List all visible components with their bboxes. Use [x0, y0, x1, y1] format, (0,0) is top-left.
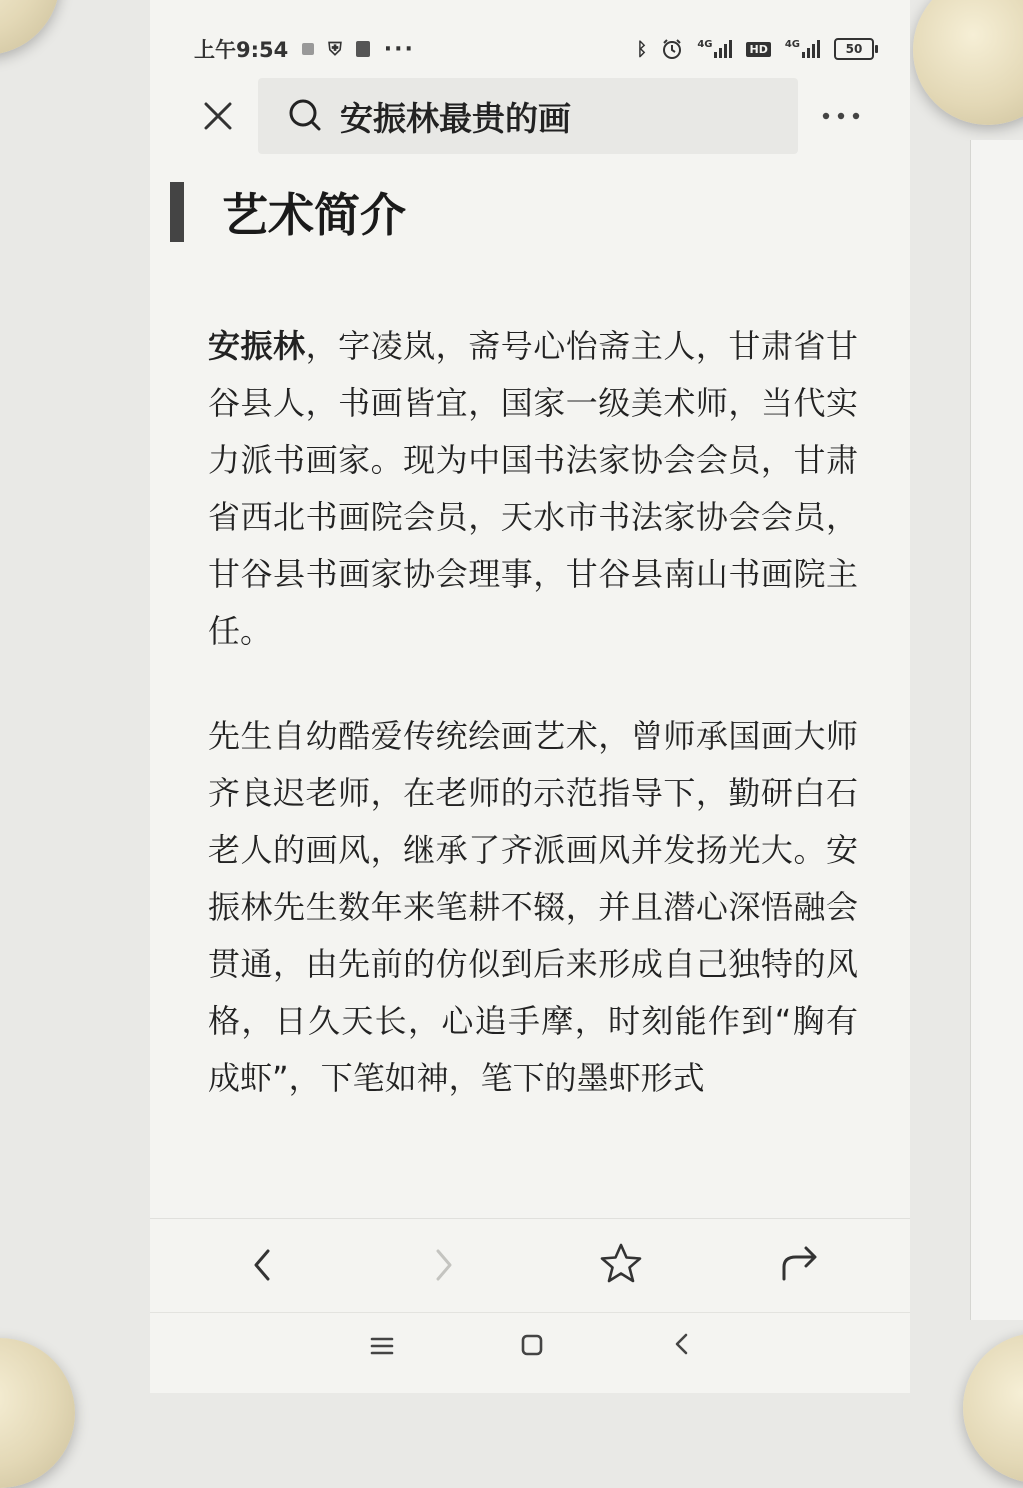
heading-accent-bar	[170, 182, 184, 242]
article-body	[208, 318, 858, 1155]
status-right	[637, 38, 875, 60]
close-button[interactable]	[198, 96, 238, 136]
favorite-button[interactable]	[596, 1239, 646, 1289]
paragraph-2: 先生自幼酷爱传统绘画艺术，曾师承国画大师齐良迟老师，在老师的示范指导下，勤研白石老人的画风，继承了齐派画风并发扬光大。安振林先生数年来笔耕不辍，并且潜心深悟融会贯通，由先前的仿似到后来形成自己独特的风格，日久天长，心追手摩，时刻能作到“胸有成虾”，下笔如神，笔下的墨虾形式	[208, 717, 858, 1097]
signal-strength-icon-2	[785, 40, 820, 58]
nav-back-button[interactable]	[662, 1325, 702, 1365]
signal-strength-icon-1	[697, 40, 732, 58]
alarm-icon	[661, 38, 683, 60]
network-type-label-1: 4G	[697, 39, 713, 50]
corner-holder-top-left	[0, 0, 60, 55]
more-options-button[interactable]	[818, 96, 864, 136]
app-notification-icon	[356, 41, 370, 57]
search-header	[150, 78, 910, 158]
shield-icon: ⛨	[328, 38, 342, 60]
phone-screen	[150, 0, 910, 1393]
system-navigation-bar	[150, 1312, 910, 1383]
share-icon	[776, 1239, 826, 1289]
back-button[interactable]	[238, 1239, 288, 1289]
search-input[interactable]	[258, 78, 798, 154]
corner-holder-top-right	[913, 0, 1023, 125]
menu-icon	[362, 1325, 402, 1365]
recent-apps-button[interactable]	[362, 1325, 402, 1365]
forward-button[interactable]	[418, 1239, 468, 1289]
chevron-left-icon	[238, 1239, 288, 1289]
corner-holder-bottom-right	[963, 1333, 1023, 1483]
status-time: 上午9:54	[194, 38, 289, 62]
star-icon	[596, 1239, 646, 1289]
status-left	[194, 34, 415, 64]
hd-badge: HD	[746, 42, 770, 57]
search-query-text: 安振林最贵的画	[340, 98, 571, 138]
home-button[interactable]	[512, 1325, 552, 1365]
bluetooth-icon: ᛒ	[636, 38, 648, 60]
close-icon	[198, 96, 238, 136]
search-icon	[286, 96, 326, 136]
adjacent-page-edge	[970, 140, 1023, 1320]
paragraph-1	[208, 318, 858, 660]
nav-back-icon	[662, 1325, 702, 1365]
battery-indicator: 50	[834, 38, 874, 60]
network-type-label-2: 4G	[784, 39, 800, 50]
browser-toolbar	[150, 1218, 910, 1309]
more-icon	[818, 96, 864, 136]
paragraph-1-text: ，字凌岚，斋号心怡斋主人，甘肃省甘谷县人，书画皆宜，国家一级美术师，当代实力派书画家。现为中国书法家协会会员，甘肃省西北书画院会员，天水市书法家协会会员，甘谷县书画家协会理事，甘谷县南山书画院主任。	[208, 327, 858, 650]
notification-icon	[302, 43, 314, 55]
more-notifications: ···	[383, 36, 415, 62]
share-button[interactable]	[776, 1239, 826, 1289]
home-icon	[512, 1325, 552, 1365]
chevron-right-icon	[418, 1239, 468, 1289]
corner-holder-bottom-left	[0, 1338, 75, 1488]
status-bar	[194, 33, 874, 65]
artist-name: 安振林	[208, 327, 306, 365]
section-heading	[170, 182, 406, 242]
section-title: 艺术简介	[222, 188, 406, 242]
